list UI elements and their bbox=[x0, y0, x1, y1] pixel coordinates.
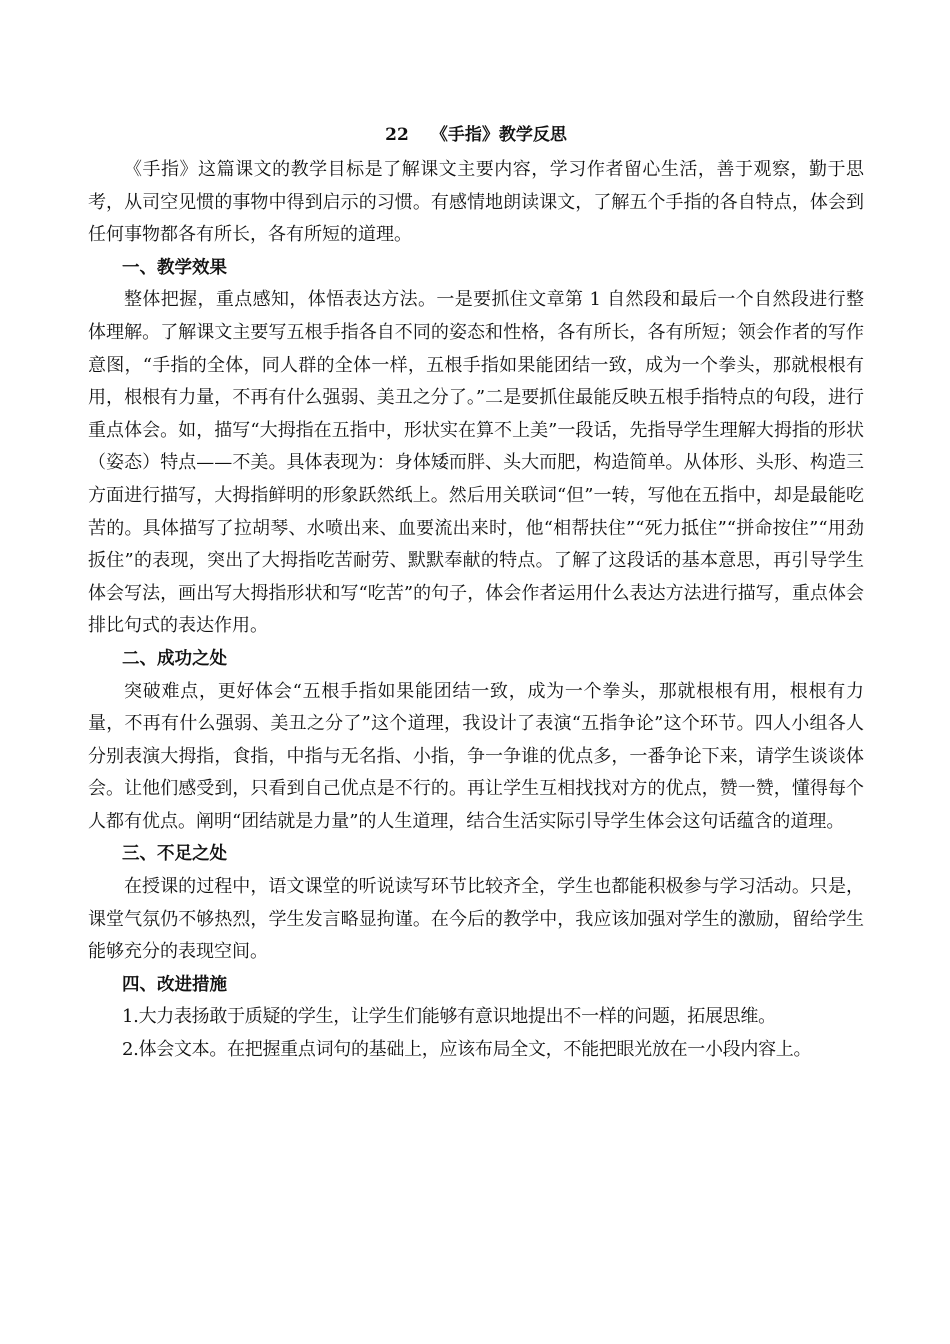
section-heading-shortcoming: 三、不足之处 bbox=[122, 844, 227, 865]
document-title bbox=[88, 120, 864, 150]
section-body-success: 突破难点，更好体会“五根手指如果能团结一致，成为一个拳头，那就根根有用，根根有力量，不再有什么强弱、美丑之分了”这个道理，我设计了表演“五指争论”这个环节。四人小组各人分别表演大拇指，食指，中指与无名指、小指，争一争谁的优点多，一番争论下来，请学生谈谈体会。让他们感受到，只看到自己优点是不行的。再让学生互相找找对方的优点，赞一赞，懂得每个人都有优点。阐明“团结就是力量”的人生道理，结合生活实际引导学生体会这句话蕴含的道理。 bbox=[88, 680, 864, 832]
section-body-effect: 整体把握，重点感知，体悟表达方法。一是要抓住文章第 1 自然段和最后一个自然段进行整体理解。了解课文主要写五根手指各自不同的姿态和性格，各有所长，各有所短；领会作者的写作意图，“手指的全体，同人群的全体一样，五根手指如果能团结一致，成为一个拳头，那就根根有用，根根有力量，不再有什么强弱、美丑之分了。”二是要抓住最能反映五根手指特点的句段，进行重点体会。如，描写“大拇指在五指中，形状实在算不上美”一段话，先指导学生理解大拇指的形状（姿态）特点——不美。具体表现为：身体矮而胖、头大而肥，构造简单。从体形、头形、构造三方面进行描写，大拇指鲜明的形象跃然纸上。然后用关联词“但”一转，写他在五指中，却是最能吃苦的。具体描写了拉胡琴、水喷出来、血要流出来时，他“相帮扶住”“死力抵住”“拼命按住”“用劲扳住”的表现，突出了大拇指吃苦耐劳、默默奉献的特点。了解了这段话的基本意思，再引导学生体会写法，画出写大拇指形状和写“吃苦”的句子，体会作者运用什么表达方法进行描写，重点体会排比句式的表达作用。 bbox=[88, 289, 864, 637]
section-body-shortcoming: 在授课的过程中，语文课堂的听说读写环节比较齐全，学生也都能积极参与学习活动。只是，课堂气氛仍不够热烈，学生发言略显拘谨。在今后的教学中，我应该加强对学生的激励，留给学生能够充分的表现空间。 bbox=[88, 876, 864, 963]
document-page bbox=[88, 120, 864, 1067]
improvement-item: 1.大力表扬敢于质疑的学生，让学生们能够有意识地提出不一样的问题，拓展思维。 bbox=[122, 1006, 776, 1028]
section-heading-success: 二、成功之处 bbox=[122, 648, 227, 669]
section-heading-effect: 一、教学效果 bbox=[122, 257, 227, 278]
title-text: 《手指》教学反思 bbox=[430, 125, 567, 145]
title-number: 22 bbox=[385, 125, 409, 145]
section-heading-improvement: 四、改进措施 bbox=[122, 974, 227, 995]
intro-paragraph: 《手指》这篇课文的教学目标是了解课文主要内容，学习作者留心生活，善于观察，勤于思考，从司空见惯的事物中得到启示的习惯。有感情地朗读课文，了解五个手指的各自特点，体会到任何事物都各有所长，各有所短的道理。 bbox=[88, 159, 864, 246]
improvement-item: 2.体会文本。在把握重点词句的基础上，应该布局全文，不能把眼光放在一小段内容上。 bbox=[122, 1039, 812, 1061]
